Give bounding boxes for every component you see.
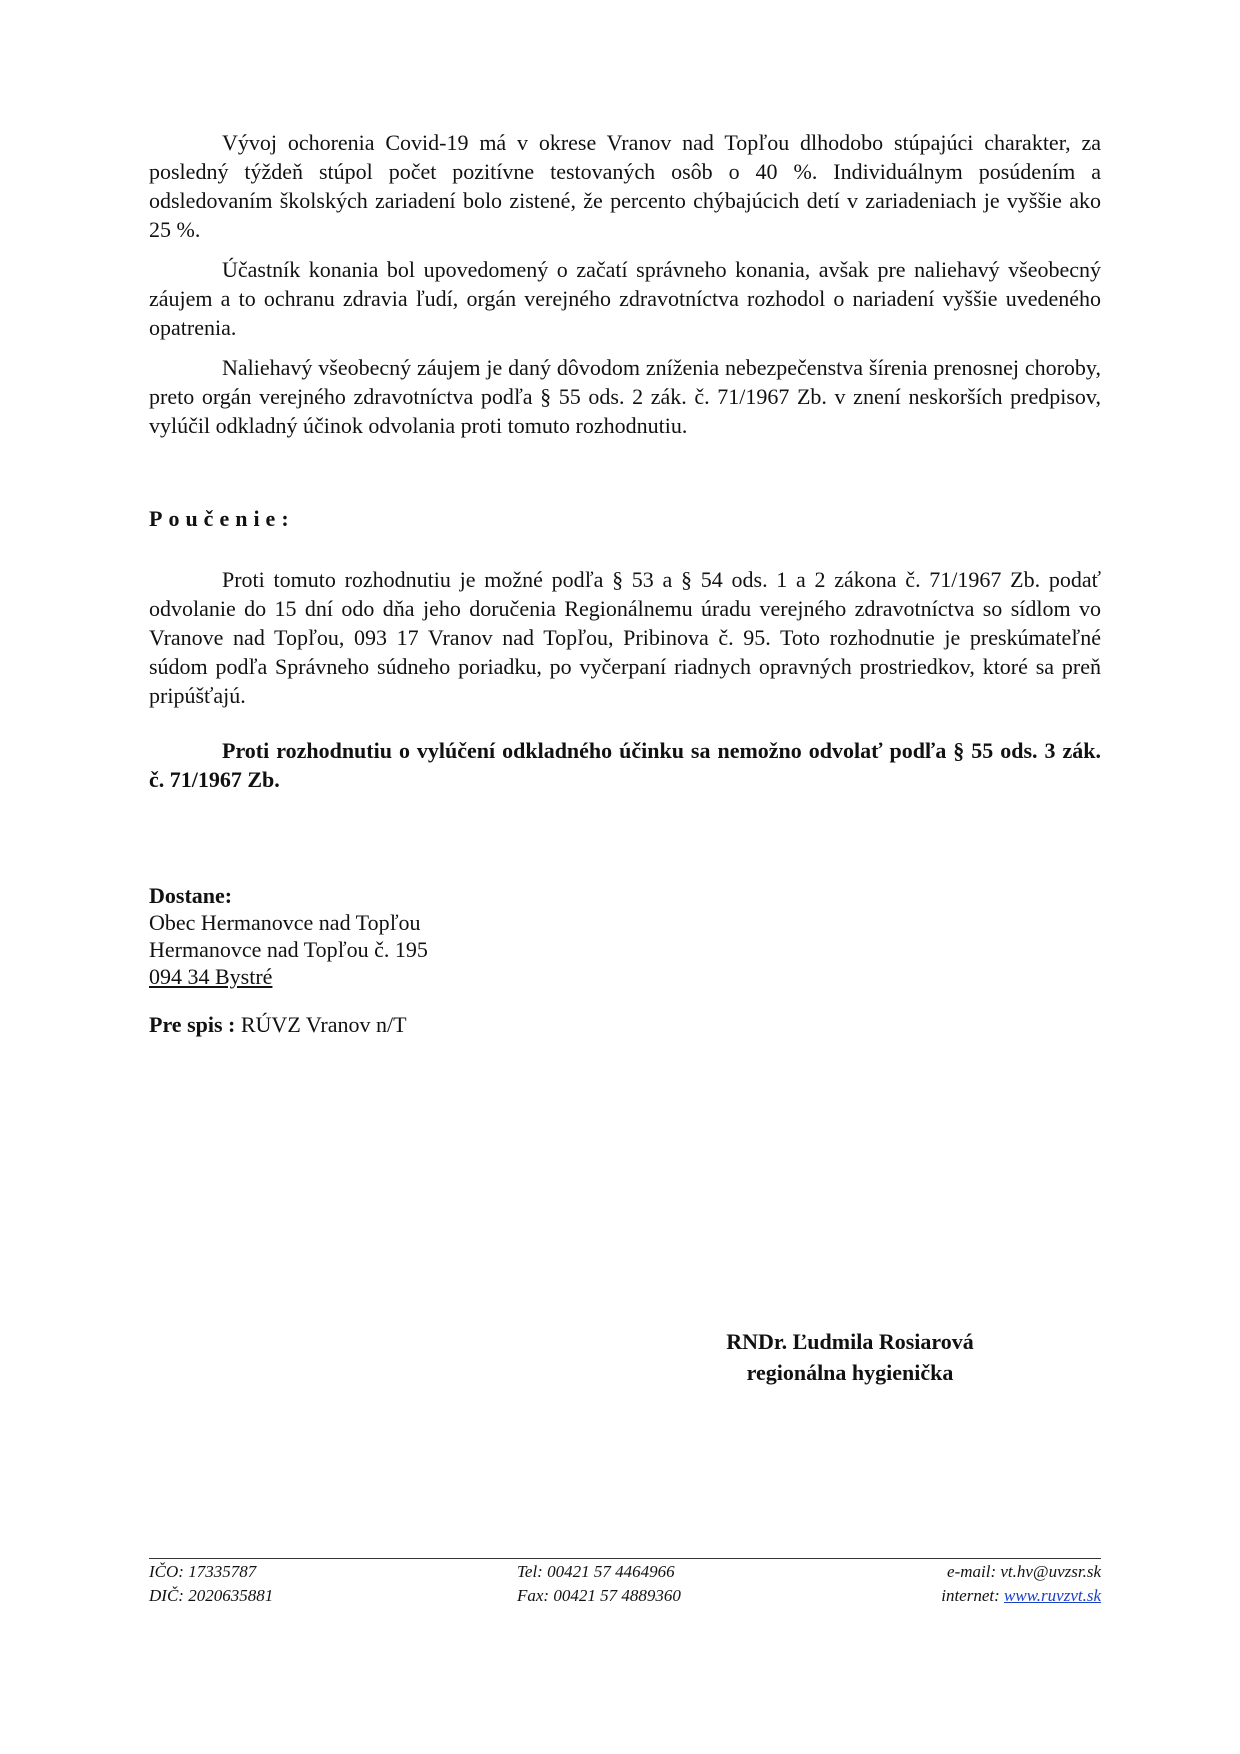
- recipient-line: Hermanovce nad Topľou č. 195: [149, 937, 428, 962]
- footer-ids: [149, 1560, 273, 1608]
- footer-internet: [941, 1584, 1101, 1608]
- signatory-name: RNDr. Ľudmila Rosiarová: [726, 1329, 974, 1354]
- signatory-title: regionálna hygienička: [746, 1360, 954, 1385]
- footer-tel: Tel: 00421 57 4464966: [517, 1562, 675, 1581]
- footer-internet-label: internet:: [941, 1586, 1000, 1605]
- recipients-label: Dostane:: [149, 883, 233, 908]
- recipient-line: Obec Hermanovce nad Topľou: [149, 910, 421, 935]
- paragraph-public-interest: Naliehavý všeobecný záujem je daný dôvodom zníženia nebezpečenstva šírenia prenosnej choroby, preto orgán verejného zdravotníctva podľa § 55 ods. 2 zák. č. 71/1967 Zb. v znení neskorších predpisov, vylúčil odkladný účinok odvolania proti tomuto rozhodnutiu.: [149, 355, 1101, 438]
- file-copy-label: Pre spis :: [149, 1012, 236, 1037]
- footer-fax: Fax: 00421 57 4889360: [517, 1586, 681, 1605]
- recipients-block: [149, 882, 428, 990]
- file-copy-block: [149, 1011, 407, 1038]
- document-body: [149, 128, 1101, 794]
- recipient-line: 094 34 Bystré: [149, 964, 273, 989]
- signature-block: [690, 1326, 1010, 1388]
- paragraph-appeal-instruction: Proti tomuto rozhodnutiu je možné podľa § 53 a § 54 ods. 1 a 2 zákona č. 71/1967 Zb. podať odvolanie do 15 dní odo dňa jeho doručenia Regionálnemu úradu verejného zdravotníctva so sídlom vo Vranove nad Topľou, 093 17 Vranov nad Topľou, Pribinova č. 95. Toto rozhodnutie je preskúmateľné súdom podľa Správneho súdneho poriadku, po vyčerpaní riadnych opravných prostriedkov, ktoré sa preň pripúšťajú.: [149, 567, 1101, 708]
- instruction-heading: Poučenie:: [149, 506, 295, 531]
- footer-phones: [517, 1560, 681, 1608]
- file-copy-value: RÚVZ Vranov n/T: [240, 1012, 407, 1037]
- footer-divider: [149, 1558, 1101, 1559]
- footer-dic: DIČ: 2020635881: [149, 1586, 274, 1605]
- footer-website-link[interactable]: www.ruvzvt.sk: [1004, 1586, 1101, 1605]
- paragraph-covid-trend: Vývoj ochorenia Covid-19 má v okrese Vranov nad Topľou dlhodobo stúpajúci charakter, za posledný týždeň stúpol počet pozitívne testovaných osôb o 40 %. Individuálnym posúdením a odsledovaním školských zariadení bolo zistené, že percento chýbajúcich detí v zariadeniach je vyššie ako 25 %.: [149, 130, 1101, 242]
- footer-contacts: [941, 1560, 1101, 1608]
- footer-email: e-mail: vt.hv@uvzsr.sk: [947, 1562, 1101, 1581]
- paragraph-no-appeal-notice: Proti rozhodnutiu o vylúčení odkladného účinku sa nemožno odvolať podľa § 55 ods. 3 zák. č. 71/1967 Zb.: [149, 738, 1101, 792]
- paragraph-participant-notice: Účastník konania bol upovedomený o začatí správneho konania, avšak pre naliehavý všeobecný záujem a to ochranu zdravia ľudí, orgán verejného zdravotníctva rozhodol o nariadení vyššie uvedeného opatrenia.: [149, 257, 1101, 340]
- footer-ico: IČO: 17335787: [149, 1562, 257, 1581]
